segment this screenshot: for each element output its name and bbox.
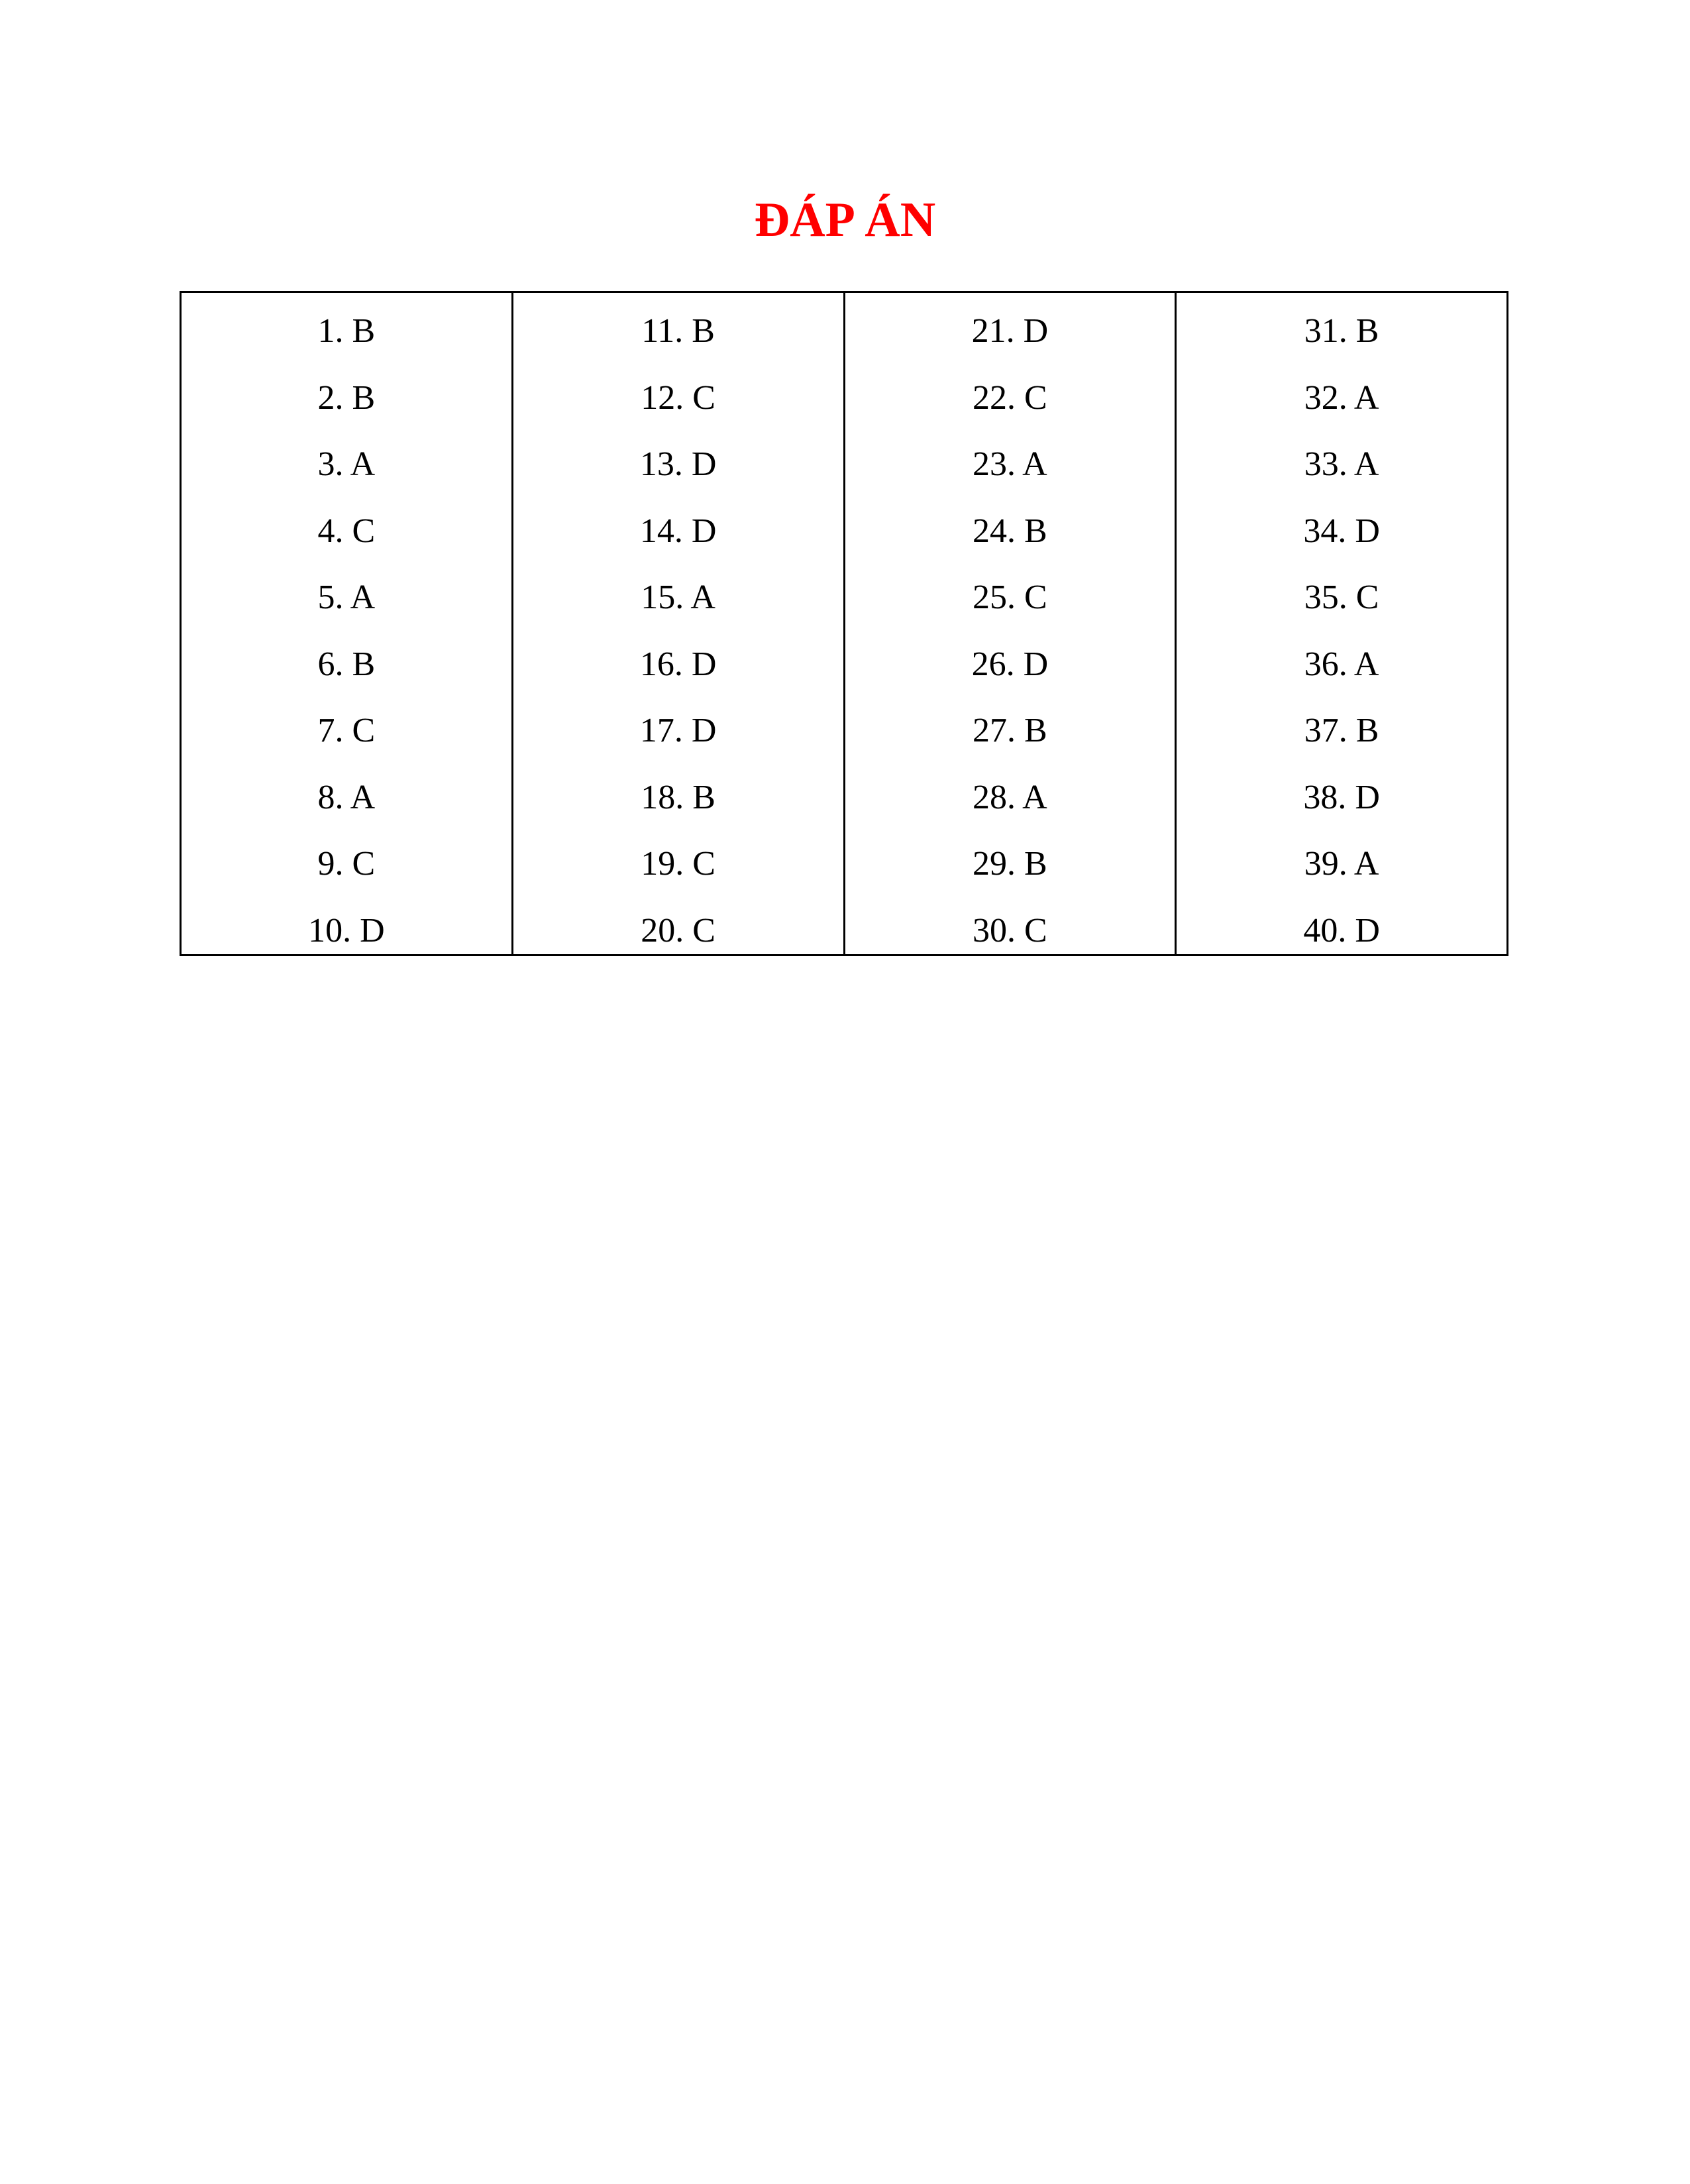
answer-column-2 (511, 293, 843, 954)
answer-item: 9. C (317, 845, 376, 883)
answer-item: 26. D (971, 645, 1049, 683)
answer-item: 1. B (317, 312, 376, 350)
answer-item: 11. B (641, 312, 715, 350)
answer-item: 35. C (1304, 578, 1379, 616)
answer-item: 33. A (1304, 445, 1379, 483)
answer-item: 15. A (641, 578, 715, 616)
answer-column-1 (182, 293, 511, 954)
answer-item: 20. C (641, 911, 715, 950)
answer-item: 22. C (973, 378, 1047, 417)
answer-item: 14. D (639, 512, 717, 550)
answer-item: 19. C (641, 845, 715, 883)
answer-item: 24. B (973, 512, 1047, 550)
answer-item: 25. C (973, 578, 1047, 616)
answer-item: 4. C (317, 512, 376, 550)
answer-item: 40. D (1303, 911, 1380, 950)
answer-item: 10. D (308, 911, 385, 950)
answer-item: 32. A (1304, 378, 1379, 417)
page-title: ĐÁP ÁN (754, 193, 936, 247)
answer-item: 31. B (1304, 312, 1379, 350)
answer-item: 2. B (317, 378, 376, 417)
answer-item: 23. A (973, 445, 1047, 483)
answer-item: 29. B (973, 845, 1047, 883)
answer-item: 16. D (639, 645, 717, 683)
answer-item: 21. D (971, 312, 1049, 350)
answer-item: 8. A (317, 778, 376, 816)
answer-item: 12. C (641, 378, 715, 417)
answer-item: 3. A (317, 445, 376, 483)
answer-item: 34. D (1303, 512, 1380, 550)
answer-item: 27. B (973, 712, 1047, 749)
answer-item: 36. A (1304, 645, 1379, 683)
answer-column-4 (1175, 293, 1506, 954)
answer-key-table (180, 291, 1508, 956)
answer-item: 37. B (1304, 712, 1379, 749)
answer-item: 18. B (641, 778, 715, 816)
answer-item: 13. D (639, 445, 717, 483)
answer-item: 38. D (1303, 778, 1380, 816)
answer-item: 6. B (317, 645, 376, 683)
answer-item: 28. A (973, 778, 1047, 816)
answer-item: 30. C (973, 911, 1047, 950)
answer-item: 5. A (317, 578, 376, 616)
answer-column-3 (843, 293, 1175, 954)
answer-item: 17. D (639, 712, 717, 749)
answer-item: 39. A (1304, 845, 1379, 883)
answer-item: 7. C (317, 712, 376, 749)
